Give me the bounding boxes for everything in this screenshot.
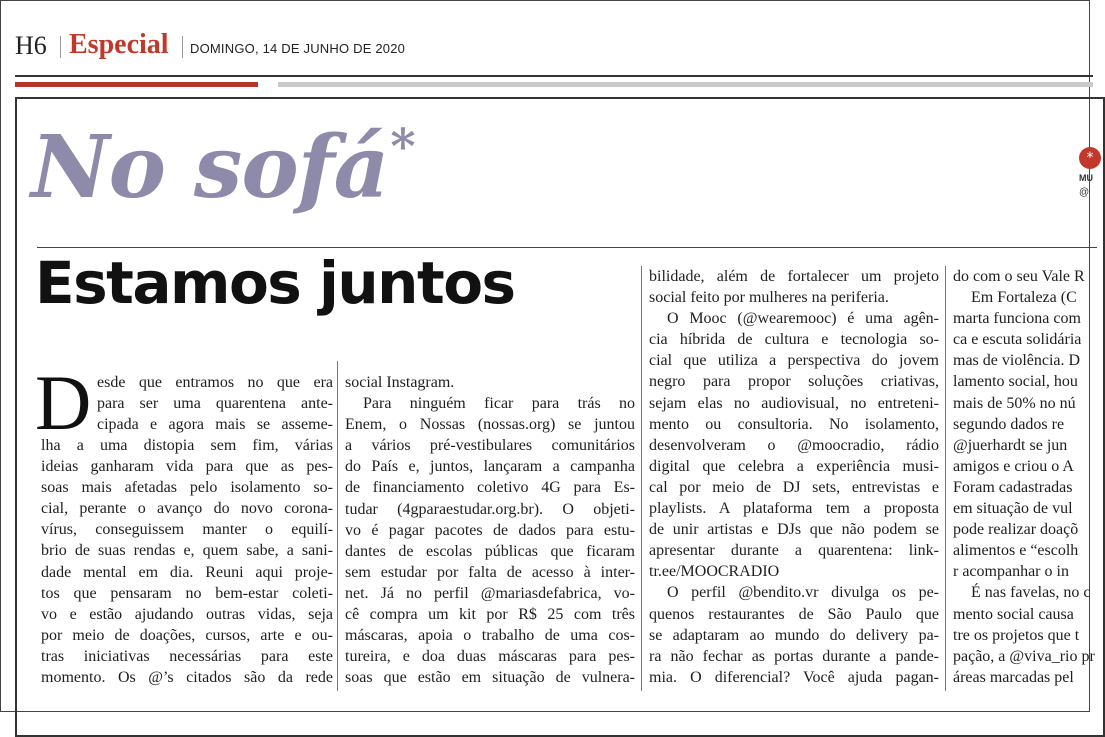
column-title [31, 117, 415, 218]
article-line: do com o seu Vale R [953, 268, 1085, 285]
article-line: Foram cadastradas [953, 478, 1073, 496]
article-line: social Instagram. [345, 374, 455, 391]
article-line: O perfil @bendito.vr divulga os pe- [667, 584, 939, 602]
column-divider [945, 266, 946, 691]
article-line: a vários pré-vestibulares comunitários [345, 437, 635, 455]
article-line: sejam elas no audiovisual, no entreteni- [649, 394, 939, 412]
article-line: áreas marcadas pel [953, 668, 1074, 686]
article-line: desenvolveram o @moocradio, rádio [649, 436, 939, 454]
article-line: vo e estão ajudando outras vidas, seja [41, 605, 333, 623]
side-teaser-badge: * [1079, 147, 1101, 169]
page-date: DOMINGO, 14 DE JUNHO DE 2020 [190, 41, 406, 56]
article-line: ca e escuta solidária [953, 331, 1082, 349]
article-line: soas que estão em situação de vulnera- [345, 669, 635, 687]
article-line: ra não fechar as portas durante a pande- [649, 647, 939, 665]
article-line: máscaras, apoia o trabalho de uma cos- [345, 627, 635, 645]
article-line: momento. Os @’s citados são da rede [41, 669, 333, 687]
article-line: apresentar durante a quarentena: link- [649, 542, 939, 560]
article-line: mento ou consultoria. No isolamento, [649, 415, 939, 433]
article-line: tr.ee/MOOCRADIO [649, 563, 780, 581]
article-line: de unir artistas e DJs que não podem se [649, 521, 939, 539]
drop-cap: D [35, 359, 92, 446]
article-line: social feito por mulheres na periferia. [649, 289, 889, 307]
article-line: alimentos e “escolh [953, 542, 1079, 560]
article-line: esde que entramos no que era [97, 374, 333, 391]
article-line: segundo dados re [953, 415, 1065, 433]
article-line: net. Já no perfil @mariasdefabrica, vo- [345, 584, 635, 602]
article-line: mia. O diferencial? Você ajuda pagan- [649, 668, 939, 686]
column-divider [337, 361, 338, 691]
article-line: Enem, o Nossas (nossas.org) se juntou [345, 416, 635, 434]
article-line: pode realizar doaçõ [953, 521, 1079, 539]
side-teaser-label: MU [1079, 173, 1093, 183]
article-line: cial, perante o avanço do novo corona- [41, 500, 333, 518]
article-line: pação, a @viva_rio pr [953, 647, 1095, 665]
article-line: r acompanhar o in [953, 563, 1069, 581]
article-line: vo é pagar pacotes de dados para estu- [345, 521, 635, 539]
article-line: se adaptaram ao mundo do delivery pa- [649, 626, 939, 644]
article-line: negro para propor soluções criativas, [649, 373, 939, 391]
article-line: do País e, juntos, lançaram a campanha [345, 458, 635, 476]
article-line: cal por meio de DJ sets, entrevistas e [649, 478, 939, 496]
side-teaser-handle: @ [1079, 187, 1090, 198]
title-rule [37, 247, 1097, 248]
header-rule [15, 75, 1093, 77]
article-line: marta funciona com [953, 310, 1081, 328]
article-column-1-top [97, 372, 333, 435]
article-line: lamento social, hou [953, 373, 1078, 391]
article-line: tre os projetos que t [953, 626, 1080, 644]
article-line: sem estudar por falta de acesso à inter- [345, 563, 635, 581]
page-number: H6 [15, 31, 47, 60]
article-line: mas de violência. D [953, 352, 1081, 370]
article-line: Em Fortaleza (C [971, 289, 1077, 307]
article-line: ideias ganharam vida para que as pes- [41, 458, 333, 476]
article-line: soas mais afetadas pelo isolamento so- [41, 479, 333, 497]
article-line: digital que celebra a experiência musi- [649, 457, 939, 475]
article-line: bilidade, além de fortalecer um projeto [649, 268, 939, 285]
article-line: cê compra um kit por R$ 25 com três [345, 606, 635, 624]
column-title-text: No sofá [31, 117, 389, 218]
article-line: mento social causa [953, 605, 1074, 623]
article-column-3 [649, 266, 939, 688]
article-line: tos que pensaram no bem-estar coleti- [41, 584, 333, 602]
article-line: tureira, e doa duas máscaras para pes- [345, 648, 635, 666]
article-line: tudar (4gparaestudar.org.br). O objeti- [345, 500, 635, 518]
header-grey-bar [278, 82, 1093, 87]
article-line: dade mental em dia. Reuni aqui proje- [41, 563, 333, 581]
article-line: mais de 50% no nú [953, 394, 1076, 412]
article-line: para ser uma quarentena ante- [97, 395, 333, 413]
article-line: em situação de vul [953, 500, 1073, 518]
article-line: Para ninguém ficar para trás no [363, 395, 635, 413]
article-line: vírus, conseguissem manter o equilí- [41, 521, 333, 539]
article-column-1 [41, 435, 333, 688]
header-divider [182, 36, 183, 58]
article-line: playlists. A plataforma tem a proposta [649, 500, 939, 518]
article-line: cia híbrida de cultura e tecnologia so- [649, 331, 939, 349]
header-divider [60, 36, 61, 58]
article-line: brio de suas rendas e, quem sabe, a sani- [41, 542, 333, 560]
article-column-4 [953, 266, 1093, 688]
article-line: de financiamento coletivo 4G para Es- [345, 479, 635, 497]
column-title-asterisk: * [390, 119, 415, 175]
article-line: quenos restaurantes de São Paulo que [649, 605, 939, 623]
section-name: Especial [69, 29, 169, 60]
article-line: @juerhardt se jun [953, 436, 1068, 454]
article-line: É nas favelas, no c [971, 584, 1091, 602]
article-line: tras iniciativas necessárias para este [41, 647, 333, 665]
headline: Estamos juntos [35, 249, 515, 317]
article-line: cipada e agora mais se asseme- [97, 416, 333, 434]
article-line: dantes de escolas públicas que ficaram [345, 542, 635, 560]
article-line: cial que utiliza a perspectiva do jovem [649, 352, 939, 370]
article-column-2 [345, 372, 635, 688]
article-line: amigos e criou o A [953, 457, 1074, 475]
article-line: lha a uma distopia sem fim, várias [41, 437, 333, 454]
article-line: por meio de doações, cursos, arte e ou- [41, 626, 333, 644]
section-color-bar [15, 82, 258, 87]
article-line: O Mooc (@wearemooc) é uma agên- [667, 310, 939, 328]
column-divider [641, 266, 642, 691]
